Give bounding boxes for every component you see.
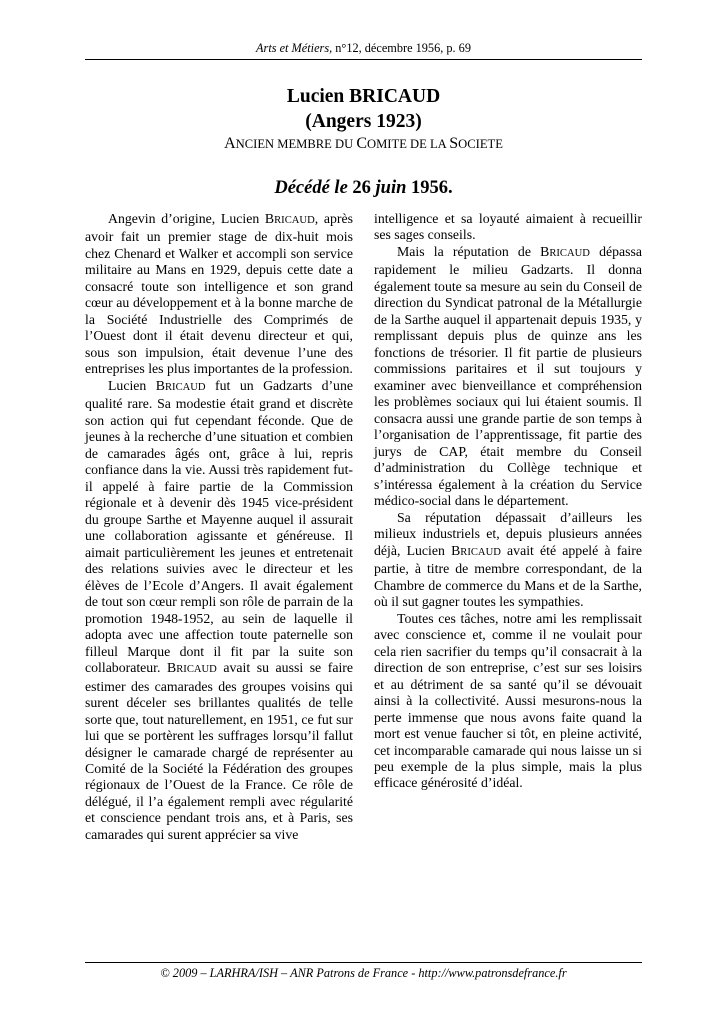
header-rule	[85, 59, 642, 60]
surname-smallcaps: BRICAUD	[540, 243, 590, 259]
paragraph-1: Angevin d’origine, Lucien BRICAUD, après avoir fait un premier stage de dix-huit mois chez Chenard et Walker et accompli son service militaire au Mans en 1929, depuis cette date a consacré toute son intelligence et son grand cœur au développement et à la bonne marche de la Société Industrielle des Comprimés de l’Ouest dont il était devenu directeur et qui, sous son impulsion, était devenue l’une des entreprises les plus importantes de la profession.	[85, 211, 353, 377]
subtitle: ANCIEN MEMBRE DU COMITE DE LA SOCIETE	[224, 135, 503, 152]
paragraph-5: Toutes ces tâches, notre ami les remplissait avec conscience et, comme il ne voulait pour cela rien sacrifier du temps qu’il consacrait à la direction de son entreprise, c’est sur ses loisirs et au détriment de sa santé qu’il se dévouait ainsi à la collectivité. Aussi mesurons-nous la perte immense que nous avons faite quand la mort est venue faucher si tôt, en pleine activité, cet incomparable camarade qui nous laisse un si peu exemple de la plus simple, mais la plus efficace générosité d’idéal.	[374, 610, 642, 791]
surname-smallcaps: BRICAUD	[155, 377, 206, 393]
paragraph-2-continued: intelligence et sa loyauté aimaient à recueillir ses sages conseils.	[374, 211, 642, 243]
person-school: (Angers 1923)	[305, 111, 422, 132]
person-name: Lucien BRICAUD	[286, 86, 441, 107]
death-date: Décédé le 26 juin 1956.	[274, 178, 453, 198]
running-header	[85, 41, 642, 56]
surname-smallcaps: BRICAUD	[264, 211, 315, 226]
surname-smallcaps: BRICAUD	[167, 660, 217, 676]
footer-rule	[85, 962, 642, 963]
issue-info: n°12, décembre 1956, p. 69	[332, 41, 471, 55]
journal-name: Arts et Métiers,	[256, 41, 333, 55]
paragraph-4: Sa réputation dépassait d’ailleurs les milieux industriels et, depuis plusieurs années déjà, Lucien BRICAUD avait été appelé à faire partie, à titre de membre correspondant, de la Chambre de commerce du Mans et de la Sarthe, où il sut gagner toutes les sympathies.	[374, 509, 642, 610]
column-left	[85, 211, 353, 843]
column-right	[374, 211, 642, 792]
footer-credit: © 2009 – LARHRA/ISH – ANR Patrons de France - http://www.patronsdefrance.fr	[160, 966, 567, 980]
paragraph-2: Lucien BRICAUD fut un Gadzarts d’une qualité rare. Sa modestie était grand et discrète son action qui fut cependant féconde. Que de jeunes à la recherche d’une situation et combien de camarades âgés ont, grâce à lui, repris confiance dans la vie. Aussi très rapidement fut-il appelé à faire partie de la Commission régionale et à devenir dès 1945 vice-président du groupe Sarthe et Mayenne auquel il assurait une collaboration agissante et généreuse. Il aimait particulièrement les jeunes et entretenait des relations suivies avec le directeur et les élèves de l’Ecole d’Angers. Il avait également de tout son cœur rempli son rôle de parrain de la promotion 1948-1952, au sein de laquelle il adopta avec une affection toute paternelle son filleul Marque dont il fit par la suite son collaborateur. BRICAUD avait su aussi se faire estimer des camarades des groupes voisins qui surent déceler ses brillantes qualités de telle sorte que, tout naturellement, en 1951, ce fut sur lui que se portèrent les suffrages lorsqu’il fallut désigner le camarade chargé de représenter au Comité de la Société la Fédération des groupes régionaux de l’Ouest de la France. Ce rôle de délégué, il l’a également rempli avec régularité et conscience pendant trois ans, et à Paris, ses camarades qui surent apprécier sa vive	[85, 377, 353, 842]
surname-smallcaps: BRICAUD	[451, 542, 501, 558]
paragraph-3: Mais la réputation de BRICAUD dépassa rapidement le milieu Gadzarts. Il donna également toute sa mesure au sein du Conseil de direction du Syndicat patronal de la Métallurgie de la Sarthe auquel il appartenait depuis 1935, y remplissant depuis plus de quinze ans les fonctions de trésorier. Il fit partie de plusieurs commissions paritaires et il sut toujours y examiner avec bienveillance et compréhension les problèmes sociaux qui lui étaient soumis. Il consacra aussi une grande partie de son temps à l’organisation de l’apprentissage, fit partie des jurys de CAP, était membre du Conseil d’administration du Collège technique et s’intéressa également à la création du Service médico-social dans le département.	[374, 243, 642, 509]
